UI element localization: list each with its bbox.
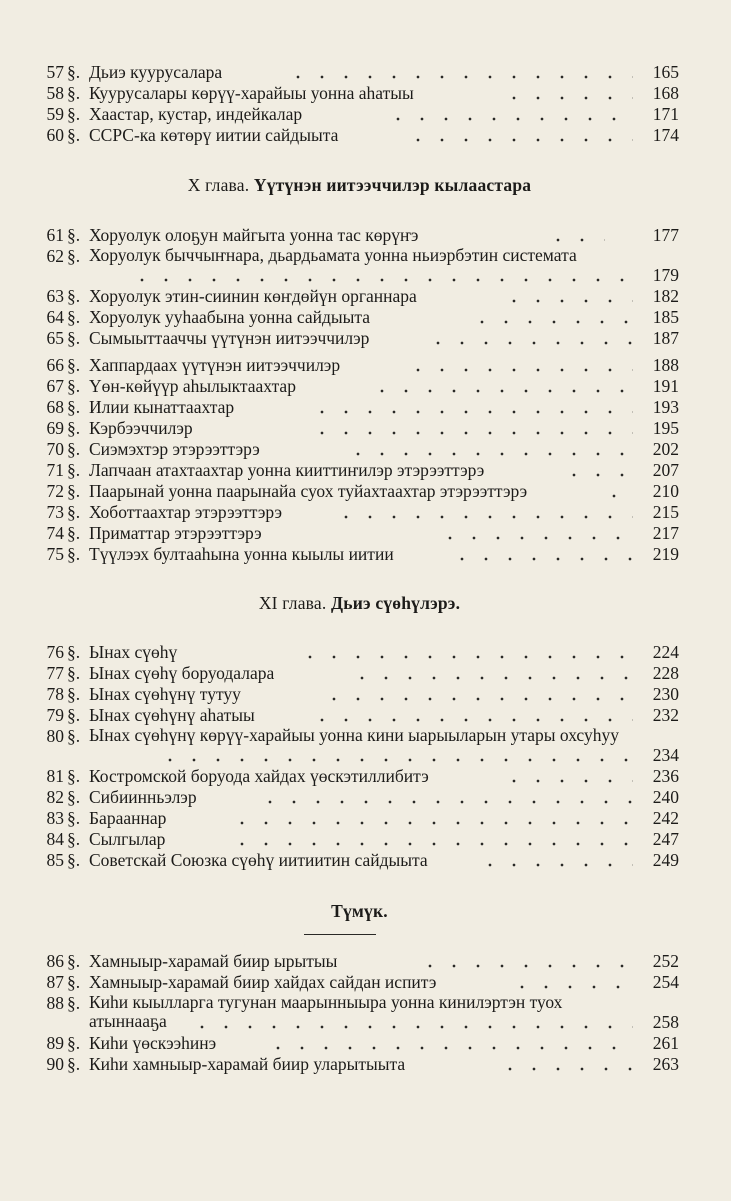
section-sign: §. bbox=[67, 307, 81, 327]
entry-number: 72 bbox=[46, 481, 64, 501]
toc-entry-78 bbox=[40, 684, 679, 705]
entry-number: 77 bbox=[46, 663, 64, 683]
entry-page: 247 bbox=[652, 829, 679, 849]
dot-leader bbox=[546, 238, 605, 242]
entry-number: 90 bbox=[46, 1054, 64, 1074]
entry-number: 59 bbox=[46, 104, 64, 124]
entry-title: Ынах сүөһүнү көрүү-харайыы уонна кини ыарыыларын утары охсуһуу bbox=[89, 725, 619, 745]
entry-page: 249 bbox=[652, 850, 679, 870]
entry-page: 263 bbox=[652, 1054, 679, 1074]
entry-title: Илии кынаттаахтар bbox=[89, 397, 235, 417]
section-sign: §. bbox=[67, 808, 81, 828]
entry-page: 188 bbox=[652, 355, 679, 375]
entry-page: 232 bbox=[652, 705, 679, 725]
entry-number: 66 bbox=[46, 355, 64, 375]
entry-title: Ынах сүөһүнү аһатыы bbox=[89, 705, 255, 725]
entry-number: 75 bbox=[46, 544, 64, 564]
section-sign: §. bbox=[67, 397, 81, 417]
toc-entry-83 bbox=[40, 808, 679, 829]
entry-title: Дьиэ куурусалара bbox=[89, 62, 223, 82]
entry-title: Хоруолук этин-сиинин көҥдөйүн органнара bbox=[89, 286, 417, 306]
entry-title: Ынах сүөһү боруодалара bbox=[89, 663, 275, 683]
entry-title: Хамныыр-харамай биир хайдах сайдан испитэ bbox=[89, 972, 437, 992]
entry-page: 185 bbox=[652, 307, 679, 327]
entry-title: Хамныыр-харамай биир ырытыы bbox=[89, 951, 338, 971]
entry-number: 84 bbox=[46, 829, 64, 849]
section-sign: §. bbox=[67, 642, 81, 662]
toc-entry-87 bbox=[40, 972, 679, 993]
toc-entry-64 bbox=[40, 307, 679, 328]
entry-number: 63 bbox=[46, 286, 64, 306]
dot-leader bbox=[266, 1046, 633, 1050]
entry-number: 89 bbox=[46, 1033, 64, 1053]
entry-page: 165 bbox=[652, 62, 679, 82]
toc-entry-89 bbox=[40, 1033, 679, 1054]
toc-entry-62 bbox=[40, 246, 679, 286]
entry-title: Куурусалары көрүү-харайыы уонна аһатыы bbox=[89, 83, 414, 103]
dot-leader bbox=[310, 431, 633, 435]
entry-title: Сибиинньэлэр bbox=[89, 787, 197, 807]
section-sign: §. bbox=[67, 993, 81, 1013]
entry-number: 81 bbox=[46, 766, 64, 786]
section-sign: §. bbox=[67, 62, 81, 82]
section-sign: §. bbox=[67, 125, 81, 145]
entry-page: 210 bbox=[652, 481, 679, 501]
toc-entry-63 bbox=[40, 286, 679, 307]
entry-page: 195 bbox=[652, 418, 679, 438]
section-sign: §. bbox=[67, 376, 81, 396]
entry-title: Хаппардаах үүтүнэн иитээччилэр bbox=[89, 355, 341, 375]
toc-entry-72 bbox=[40, 481, 679, 502]
dot-leader bbox=[334, 515, 633, 519]
dot-leader bbox=[190, 1025, 633, 1029]
section-sign: §. bbox=[67, 286, 81, 306]
entry-page: 215 bbox=[652, 502, 679, 522]
dot-leader bbox=[370, 389, 633, 393]
toc-entry-90 bbox=[40, 1054, 679, 1075]
entry-number: 65 bbox=[46, 328, 64, 348]
section-sign: §. bbox=[67, 705, 81, 725]
toc-entry-57 bbox=[40, 62, 679, 83]
entry-number: 68 bbox=[46, 397, 64, 417]
dot-leader bbox=[130, 278, 633, 282]
chapter-heading-x bbox=[40, 174, 679, 196]
entry-title: Советскай Союзка сүөһү иитиитин сайдыыта bbox=[89, 850, 428, 870]
section-sign: §. bbox=[67, 439, 81, 459]
dot-leader bbox=[386, 117, 633, 121]
toc-entry-66 bbox=[40, 355, 679, 376]
section-sign: §. bbox=[67, 684, 81, 704]
entry-number: 78 bbox=[46, 684, 64, 704]
entry-number: 60 bbox=[46, 125, 64, 145]
toc-entry-85 bbox=[40, 850, 679, 871]
section-sign: §. bbox=[67, 829, 81, 849]
entry-page: 224 bbox=[652, 642, 679, 662]
entry-title: Хоруолук ууһаабына уонна сайдыыта bbox=[89, 307, 371, 327]
section-sign: §. bbox=[67, 83, 81, 103]
entry-page: 234 bbox=[652, 745, 679, 765]
entry-title: Хоруолук олоҕун майгыта уонна тас көрүҥэ bbox=[89, 225, 419, 245]
toc-entry-61 bbox=[40, 225, 679, 246]
chapter-title: Үүтүнэн иитээччилэр кылаастара bbox=[253, 175, 532, 195]
section-sign: §. bbox=[67, 460, 81, 480]
dot-leader bbox=[230, 842, 633, 846]
entry-title: Лапчаан атахтаахтар уонна кииттиҥилэр этэрээттэрэ bbox=[89, 460, 485, 480]
entry-page: 261 bbox=[652, 1033, 679, 1053]
toc-entry-80 bbox=[40, 726, 679, 766]
entry-number: 67 bbox=[46, 376, 64, 396]
dot-leader bbox=[470, 320, 633, 324]
entry-title: Үөн-көйүүр аһылыктаахтар bbox=[89, 376, 296, 396]
entry-title: Паарынай уонна паарынайа суох туйахтаахтар этэрээттэрэ bbox=[89, 481, 528, 501]
entry-number: 80 bbox=[46, 726, 64, 746]
toc-entry-67 bbox=[40, 376, 679, 397]
closing-heading bbox=[40, 900, 679, 922]
dot-leader bbox=[310, 410, 633, 414]
entry-number: 82 bbox=[46, 787, 64, 807]
entry-page: 207 bbox=[652, 460, 679, 480]
dot-leader bbox=[438, 536, 633, 540]
entry-title: Хоруолук быччыҥнара, дьардьамата уонна ньиэрбэтин системата bbox=[89, 245, 577, 265]
entry-number: 73 bbox=[46, 502, 64, 522]
section-sign: §. bbox=[67, 951, 81, 971]
dot-leader bbox=[478, 863, 633, 867]
entry-page: 236 bbox=[652, 766, 679, 786]
entry-page: 168 bbox=[652, 83, 679, 103]
section-sign: §. bbox=[67, 544, 81, 564]
toc-entry-84 bbox=[40, 829, 679, 850]
section-sign: §. bbox=[67, 850, 81, 870]
closing-title: Түмүк. bbox=[331, 901, 388, 921]
dot-leader bbox=[230, 821, 633, 825]
closing-rule bbox=[304, 934, 376, 935]
entry-number: 88 bbox=[46, 993, 64, 1013]
entry-page: 219 bbox=[652, 544, 679, 564]
section-sign: §. bbox=[67, 663, 81, 683]
section-sign: §. bbox=[67, 418, 81, 438]
section-sign: §. bbox=[67, 787, 81, 807]
toc-entry-60 bbox=[40, 125, 679, 146]
dot-leader bbox=[406, 368, 633, 372]
entry-number: 74 bbox=[46, 523, 64, 543]
entry-page: 191 bbox=[652, 376, 679, 396]
section-sign: §. bbox=[67, 726, 81, 746]
entry-number: 62 bbox=[46, 246, 64, 266]
entry-title: Барааннар bbox=[89, 808, 167, 828]
toc-entry-71 bbox=[40, 460, 679, 481]
entry-title: Киһи хамныыр-харамай биир уларытыыта bbox=[89, 1054, 406, 1074]
entry-title: Хаастар, кустар, индейкалар bbox=[89, 104, 303, 124]
entry-title: ССРС-ка көтөрү иитии сайдыыта bbox=[89, 125, 339, 145]
section-sign: §. bbox=[67, 502, 81, 522]
toc-entry-73 bbox=[40, 502, 679, 523]
entry-title: Хоботтаахтар этэрээттэрэ bbox=[89, 502, 283, 522]
entry-page: 252 bbox=[652, 951, 679, 971]
entry-title: Киһи кыылларга тугунан маарынныыра уонна кинилэртэн туох атыннааҕа bbox=[89, 992, 563, 1031]
entry-number: 87 bbox=[46, 972, 64, 992]
chapter-heading-xi bbox=[40, 592, 679, 614]
entry-number: 64 bbox=[46, 307, 64, 327]
toc-entry-81 bbox=[40, 766, 679, 787]
dot-leader bbox=[322, 697, 633, 701]
entry-page: 230 bbox=[652, 684, 679, 704]
dot-leader bbox=[502, 779, 633, 783]
section-sign: §. bbox=[67, 328, 81, 348]
dot-leader bbox=[450, 557, 633, 561]
entry-page: 258 bbox=[652, 1012, 679, 1032]
section-sign: §. bbox=[67, 104, 81, 124]
entry-page: 182 bbox=[652, 286, 679, 306]
toc-entry-68 bbox=[40, 397, 679, 418]
chapter-prefix: X глава. bbox=[187, 175, 250, 195]
entry-page: 187 bbox=[652, 328, 679, 348]
dot-leader bbox=[346, 452, 633, 456]
entry-page: 177 bbox=[652, 225, 679, 245]
entry-number: 86 bbox=[46, 951, 64, 971]
entry-title: Сымыыттааччы үүтүнэн иитээччилэр bbox=[89, 328, 370, 348]
section-sign: §. bbox=[67, 246, 81, 266]
toc-entry-70 bbox=[40, 439, 679, 460]
toc-entry-75 bbox=[40, 544, 679, 565]
entry-number: 58 bbox=[46, 83, 64, 103]
entry-title: Ынах сүөһүнү тутуу bbox=[89, 684, 241, 704]
chapter-title: Дьиэ сүөһүлэрэ. bbox=[331, 593, 461, 613]
entry-page: 242 bbox=[652, 808, 679, 828]
dot-leader bbox=[286, 75, 633, 79]
entry-number: 69 bbox=[46, 418, 64, 438]
toc-entry-74 bbox=[40, 523, 679, 544]
dot-leader bbox=[158, 758, 633, 762]
dot-leader bbox=[498, 1067, 633, 1071]
dot-leader bbox=[298, 655, 633, 659]
toc-entry-69 bbox=[40, 418, 679, 439]
entry-title: Приматтар этэрээттэрэ bbox=[89, 523, 262, 543]
toc-entry-58 bbox=[40, 83, 679, 104]
entry-number: 70 bbox=[46, 439, 64, 459]
section-sign: §. bbox=[67, 972, 81, 992]
chapter-prefix: XI глава. bbox=[258, 593, 327, 613]
section-sign: §. bbox=[67, 766, 81, 786]
dot-leader bbox=[562, 473, 633, 477]
dot-leader bbox=[418, 964, 633, 968]
entry-page: 202 bbox=[652, 439, 679, 459]
toc-entry-59 bbox=[40, 104, 679, 125]
dot-leader bbox=[258, 800, 633, 804]
dot-leader bbox=[406, 138, 633, 142]
section-sign: §. bbox=[67, 481, 81, 501]
dot-leader bbox=[502, 299, 633, 303]
toc-entry-76 bbox=[40, 642, 679, 663]
section-sign: §. bbox=[67, 225, 81, 245]
entry-page: 254 bbox=[652, 972, 679, 992]
section-sign: §. bbox=[67, 1054, 81, 1074]
entry-number: 76 bbox=[46, 642, 64, 662]
entry-page: 217 bbox=[652, 523, 679, 543]
toc-entry-77 bbox=[40, 663, 679, 684]
section-sign: §. bbox=[67, 1033, 81, 1053]
entry-title: Түүлээх бултааһына уонна кыылы иитии bbox=[89, 544, 394, 564]
entry-number: 85 bbox=[46, 850, 64, 870]
entry-number: 57 bbox=[46, 62, 64, 82]
toc-entry-79 bbox=[40, 705, 679, 726]
entry-title: Сылгылар bbox=[89, 829, 166, 849]
dot-leader bbox=[602, 494, 633, 498]
dot-leader bbox=[510, 985, 633, 989]
section-sign: §. bbox=[67, 355, 81, 375]
dot-leader bbox=[350, 676, 633, 680]
entry-title: Киһи үөскээһинэ bbox=[89, 1033, 217, 1053]
entry-number: 83 bbox=[46, 808, 64, 828]
entry-page: 228 bbox=[652, 663, 679, 683]
entry-page: 171 bbox=[652, 104, 679, 124]
table-of-contents bbox=[40, 62, 679, 1075]
toc-entry-82 bbox=[40, 787, 679, 808]
entry-number: 79 bbox=[46, 705, 64, 725]
entry-page: 193 bbox=[652, 397, 679, 417]
entry-title: Кэрбээччилэр bbox=[89, 418, 193, 438]
entry-page: 179 bbox=[652, 265, 679, 285]
section-sign: §. bbox=[67, 523, 81, 543]
toc-entry-88 bbox=[40, 993, 679, 1033]
entry-title: Костромской боруода хайдах үөскэтиллибитэ bbox=[89, 766, 429, 786]
dot-leader bbox=[502, 96, 633, 100]
entry-number: 61 bbox=[46, 225, 64, 245]
dot-leader bbox=[310, 718, 633, 722]
entry-title: Сиэмэхтэр этэрээттэрэ bbox=[89, 439, 260, 459]
entry-page: 240 bbox=[652, 787, 679, 807]
entry-title: Ынах сүөһү bbox=[89, 642, 178, 662]
entry-page: 174 bbox=[652, 125, 679, 145]
toc-entry-65 bbox=[40, 328, 679, 349]
toc-entry-86 bbox=[40, 951, 679, 972]
entry-number: 71 bbox=[46, 460, 64, 480]
dot-leader bbox=[426, 341, 633, 345]
